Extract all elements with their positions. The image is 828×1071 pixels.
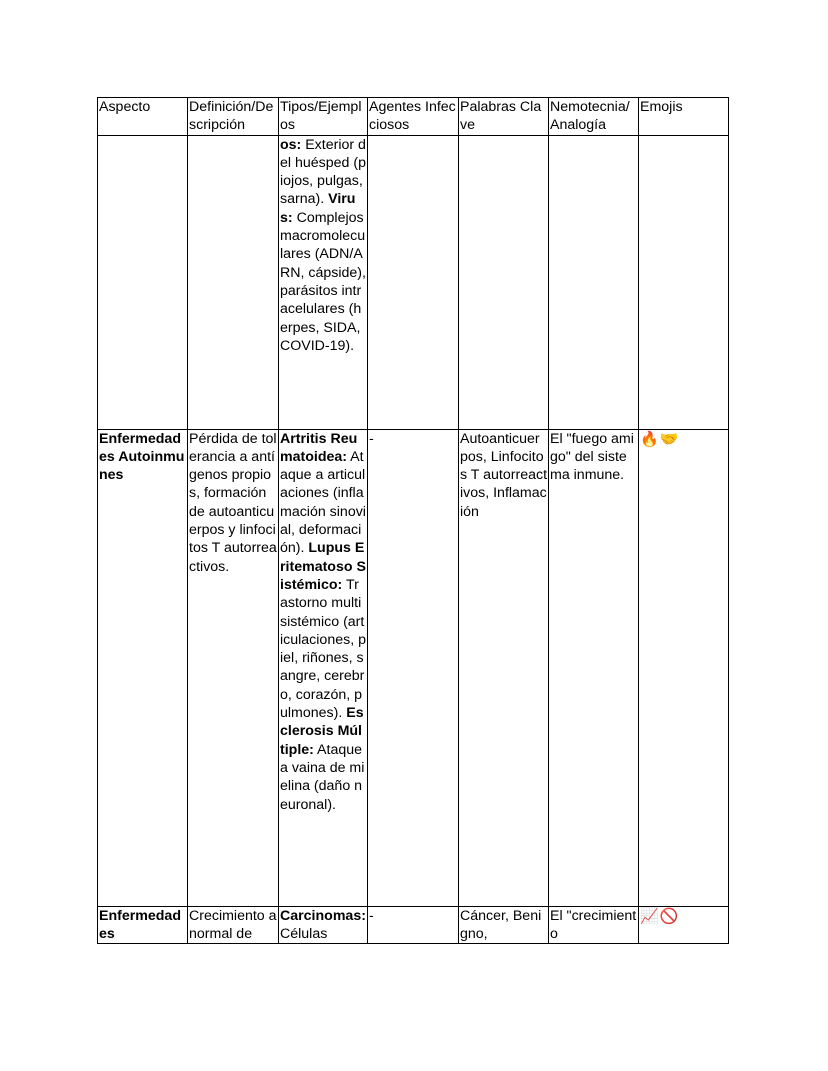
header-emojis: Emojis (639, 98, 729, 136)
tipos-term: Carcinomas: (280, 907, 366, 924)
tipos-text: Trastorno multisistémico (articulaciones, piel, riñones, sangre, cerebro, corazón, pulmones). (280, 576, 366, 722)
palabras-cell (459, 135, 549, 429)
table-row-continuation (98, 135, 729, 429)
concept-table (97, 97, 729, 944)
tipos-term: Lupus Eritematoso Sistémico: (280, 540, 366, 593)
nemotecnia-cell (549, 135, 639, 429)
table-row-autoinmunes (98, 429, 729, 906)
agentes-cell: - (368, 906, 459, 944)
aspecto-cell: Enfermedades Autoinmunes (98, 429, 188, 906)
tipos-text: Ataque a articulaciones (inflamación sinovial, deformación). (280, 448, 366, 557)
header-palabras: Palabras Clave (459, 98, 549, 136)
definicion-cell (188, 135, 279, 429)
tipos-cell (279, 135, 368, 429)
header-definicion: Definición/Descripción (188, 98, 279, 136)
palabras-cell: Autoanticuerpos, Linfocitos T autorreactivos, Inflamación (459, 429, 549, 906)
header-agentes: Agentes Infecciosos (368, 98, 459, 136)
agentes-cell: - (368, 429, 459, 906)
emojis-cell: 🔥🤝 (639, 429, 729, 906)
tipos-text: Células (280, 925, 328, 942)
palabras-cell: Cáncer, Benigno, (459, 906, 549, 944)
tipos-cell (279, 429, 368, 906)
tipos-text: Ataque a vaina de mielina (daño neuronal). (280, 741, 365, 813)
tipos-cell (279, 906, 368, 944)
table-row-enfermedades (98, 906, 729, 944)
tipos-term: Virus: (280, 191, 356, 226)
definicion-cell: Pérdida de tolerancia a antígenos propios, formación de autoanticuerpos y linfocitos T autorreactivos. (188, 429, 279, 906)
agentes-cell (368, 135, 459, 429)
header-aspecto: Aspecto (98, 98, 188, 136)
tipos-term: Esclerosis Múltiple: (280, 705, 364, 758)
definicion-cell: Crecimiento anormal de (189, 907, 277, 942)
tipos-term: os: (280, 136, 302, 153)
tipos-term: Artritis Reumatoidea: (280, 430, 358, 465)
nemotecnia-cell: El "crecimiento (549, 906, 639, 944)
aspecto-cell: Enfermedades (98, 906, 188, 944)
aspecto-cell (98, 135, 188, 429)
header-nemotecnia: Nemotecnia/Analogía (549, 98, 639, 136)
emojis-cell (639, 135, 729, 429)
header-tipos: Tipos/Ejemplos (279, 98, 368, 136)
nemotecnia-cell: El "fuego amigo" del sistema inmune. (549, 429, 639, 906)
tipos-text: Complejos macromoleculares (ADN/ARN, cápside), parásitos intracelulares (herpes, SIDA, COVID-19). (280, 209, 366, 354)
emojis-cell: 📈🚫 (639, 906, 729, 944)
header-row (98, 98, 729, 136)
tipos-text: Exterior del huésped (piojos, pulgas, sarna). (280, 136, 366, 208)
